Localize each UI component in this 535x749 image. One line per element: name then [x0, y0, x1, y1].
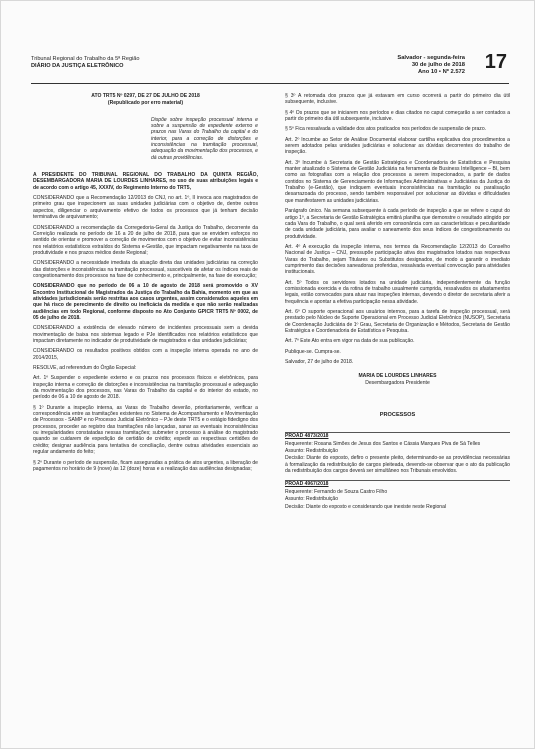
- resolve-line: RESOLVE, ad referendum do Órgão Especial:: [33, 365, 137, 372]
- proad-requester: Requerente: Rosana Simões de Jesus dos Santos e Cássia Marques Piva de Sá Telles: [285, 440, 481, 447]
- proad-number: PROAD 4873/2018: [285, 433, 329, 440]
- article-1-paragraph-3: § 3º A retomada dos prazos que já estavam em curso ocorrerá a partir do primeiro dia útil subsequente, inclusive.: [285, 93, 510, 106]
- proad-number: PROAD 4967/2018: [285, 481, 329, 488]
- article-5: Art. 5º Todos os servidores lotados na unidade judiciária, independentemente da função comissionada exercida e da rotina de trabalho usualmente cumprida, ressalvados os afastamentos legais, estão convocados para atuar nas inspeções internas, devendo o diretor de secretaria aferir a frequência e apontar a efetiva participação nessa atividade.: [285, 279, 510, 305]
- header-edition: Ano 10 • Nº 2.572: [418, 69, 465, 75]
- header-date: 30 de julho de 2018: [411, 62, 465, 68]
- article-1: Art. 1º Suspender o expediente externo e os prazos nos processos físicos e eletrônicos, para inspeção interna e correção de distorções e inconsistências na tramitação processual e adequação da movimentação dos processos, nas Varas do Trabalho da capital e do interior do estado, no período de 06 a 10 de agosto de 2018.: [33, 375, 258, 401]
- signature-name: MARIA DE LOURDES LINHARES: [358, 373, 437, 380]
- left-column: [33, 93, 258, 476]
- considerando-6: CONSIDERANDO os resultados positivos obtidos com a inspeção interna operada no ano de 2014/2015,: [33, 348, 258, 361]
- act-ementa: Dispõe sobre inspeção processual interna e sobre a suspensão de expediente externo e prazos nas Varas do Trabalho da capital e do interior, para a correção de distorções e inconsistências na tramitação processual, adequação da movimentação dos processos, e dá outras providências.: [151, 116, 258, 161]
- proad-requester: Requerente: Fernando de Souza Castro Filho: [285, 488, 388, 495]
- article-2: Art. 2º Incumbe ao Setor de Análise Documental elaborar cartilha explicativa dos procedimentos a serem adotados pelas unidades judiciárias e solucionar as dúvidas decorrentes do trabalho de inspeção.: [285, 136, 510, 156]
- proad-decision: Decisão: Diante do exposto e considerando que inexiste neste Regional: [285, 503, 447, 510]
- page-number: 17: [484, 51, 507, 73]
- article-1-paragraph-4: § 4º Os prazos que se iniciarem nos períodos e dias citados no caput começarão a ser contados a partir do primeiro dia útil subsequente, inclusive.: [285, 109, 510, 123]
- article-7: Art. 7º Este Ato entra em vigor na data de sua publicação.: [285, 338, 415, 345]
- act-title: ATO TRT5 Nº 0297, DE 27 DE JULHO DE 2018: [91, 93, 200, 99]
- article-1-paragraph-2: § 2º Durante o período de suspensão, ficam asseguradas a prática de atos urgentes, a liberação de pagamentos no horário de 9 (nove) às 12 (doze) horas e a realização das audiências designadas;: [33, 459, 258, 472]
- right-column: [285, 93, 510, 511]
- proad-entry-2: [285, 480, 510, 509]
- header-journal: DIÁRIO DA JUSTIÇA ELETRÔNICO: [31, 63, 124, 69]
- header-publisher: [31, 56, 140, 70]
- article-3-sole-paragraph: Parágrafo único. Na semana subsequente à cada período de inspeção a que se refere o caput do artigo 1º, a Secretaria de Gestão Estratégica emitirá planilha que demonstre o resultado atingido por cada Vara do Trabalho, o qual será aferido em consonância com as características e peculiaridade de cada unidade judiciária, para avaliar o saneamento dos seus índices de congestionamento ou produtividade.: [285, 208, 510, 240]
- act-preamble: A PRESIDENTE DO TRIBUNAL REGIONAL DO TRABALHO DA QUINTA REGIÃO, DESEMBARGADORA MARIA DE LOURDES LINHARES, no uso de suas atribuições legais e de acordo com o artigo 45, XXXIV, do Regimento Interno do TRT5,: [33, 172, 258, 191]
- header-org: Tribunal Regional do Trabalho da 5ª Região: [31, 56, 140, 62]
- signature-date: Salvador, 27 de julho de 2018.: [285, 359, 354, 366]
- act-subtitle: (Republicado por erro material): [107, 100, 184, 107]
- considerando-1: CONSIDERANDO que a Recomendação 12/2013 do CNJ, no art. 1º, II invoca aos magistrados de primeiro grau que inspecionem as suas unidades judiciárias com o objetivo de, dentre outros aspectos, diligenciar o arquivamento efetivo de todos os processos que já tenham decisão terminativa de arquivamento;: [33, 195, 258, 221]
- page-header: [31, 53, 509, 83]
- publication-order: Publique-se. Cumpra-se.: [285, 348, 341, 355]
- considerando-5: CONSIDERANDO a existência de elevado número de incidentes processuais sem a devida movimentação de baixa nos sistemas legado e PJe identificados nos relatórios estatísticos que impactam diretamente no indicador de produtividade de magistrados e das unidades judiciárias;: [33, 325, 258, 344]
- considerando-2: CONSIDERANDO a recomendação da Corregedoria-Geral da Justiça do Trabalho, decorrente da Correição realizada no período de 16 a 20 de julho de 2018, para que se envidem esforços no sentido de orientar e promover a correção de movimentos com o objetivo de evitar inconsistências nos relatórios estatísticos extraídos do Sistema e-Gestão, que impactam negativamente na taxa de produtividade e nos prazos médios deste Regional;: [33, 224, 258, 256]
- article-4: Art. 4º A execução da inspeção interna, nos termos da Recomendação 12/2013 do Conselho Nacional de Justiça – CNJ, pressupõe participação ativa dos magistrados lotados nas respectivas Varas do Trabalho, sejam Titulares ou Substitutos designados, de modo a garantir o imediato cumprimento das decisões saneadoras proferidas, ressalvada eventual convocação para atividades institucionais.: [285, 243, 510, 276]
- proad-subject: Assunto: Redistribuição: [285, 496, 339, 503]
- header-edition-info: [397, 55, 465, 76]
- article-1-paragraph-5: § 5º Fica ressalvada a validade dos atos praticados nos períodos de suspensão de prazo.: [285, 126, 487, 133]
- proad-decision: Decisão: Diante do exposto, defiro o presente pleito, determinando-se as providências necessárias à formalização da redistribuição de cargos pleiteada, devendo-se observar que o ato da publicação da redistribuição dos cargos deverá ser simultâneo nos Tribunais envolvidos.: [285, 455, 510, 475]
- proad-subject: Assunto: Redistribuição: [285, 448, 339, 455]
- header-rule: [31, 83, 509, 84]
- signature-role: Desembargadora Presidente: [365, 379, 430, 386]
- considerando-3: CONSIDERANDO a necessidade imediata da atuação direta das unidades judiciárias na correção das distorções e inconsistências na tramitação processual, suscetíveis de afetar os índices reais de congestionamento dos processos na fase de conhecimento e, principalmente, na fase de execução;: [33, 260, 258, 279]
- article-3: Art. 3º Incumbe à Secretaria de Gestão Estratégica e Coordenadoria de Estatística e Pesquisa manter atualizado o Sistema de Gestão Judiciária na ferramenta de Business Intelligence – BI, bem como as fotografias com a relação dos processos a serem inspecionados, a partir de dados contidos no Sistema de Gerenciamento de Informações Administrativas e Judiciárias da Justiça do Trabalho (e-Gestão), que indiquem eventuais inconsistências na tramitação ou paralisação desarrazoada do processo, sendo também responsável por solucionar as dúvidas e dificuldades que manifestarem as unidades judiciárias.: [285, 159, 510, 204]
- considerando-4: CONSIDERANDO que no período de 06 a 10 de agosto de 2018 será promovido o XV Encontro Institucional de Magistrados da Justiça do Trabalho da Bahia, momento em que as atividades jurisdicionais serão restritas aos casos urgentes, assim considerados aqueles em que há risco de perecimento de direito ou ineficácia da medida e que não serão realizadas audiências em todo Regional, conforme disposto no Ato Conjunto GPICR TRT5 Nº 0002, de 05 de julho de 2018.: [33, 283, 258, 321]
- header-city-weekday: Salvador - segunda-feira: [397, 55, 465, 61]
- article-1-paragraph-1: § 1º Durante a inspeção interna, as Varas do Trabalho deverão, prioritariamente, verificar a correspondência entre as tramitações existentes no Sistema de Acompanhamento e Movimentação de Processos - SAMP e no Processo Judicial Eletrônico – PJe deste TRT5 e o estágio fidedigno dos processos, proceder ao registro das tramitações não lançadas, sanar as eventuais inconsistências ou irregularidades constatadas nessas tramitações; submeter o processo à análise do magistrado quando se cuidarem de expedição de certidão de crédito; expedir as respectivas certidões de crédito; designar audiência para tentativa de conciliação, dentre outras atividades essenciais ao regular andamento do feito;: [33, 404, 258, 456]
- article-6: Art. 6º O suporte operacional aos usuários internos, para a tarefa de inspeção processual, será prestado pelo Núcleo de Suporte Operacional em Processo Judicial Eletrônico (NUSOP), Secretaria de Coordenação Judiciária de 1º Grau, Secretaria de Organização e Métodos, Secretaria de Gestão Estratégica e Coordenadoria de Estatística e Pesquisa.: [285, 308, 510, 334]
- signature-block: [285, 373, 510, 386]
- proad-entry-1: [285, 432, 510, 474]
- section-heading: PROCESSOS: [379, 412, 416, 419]
